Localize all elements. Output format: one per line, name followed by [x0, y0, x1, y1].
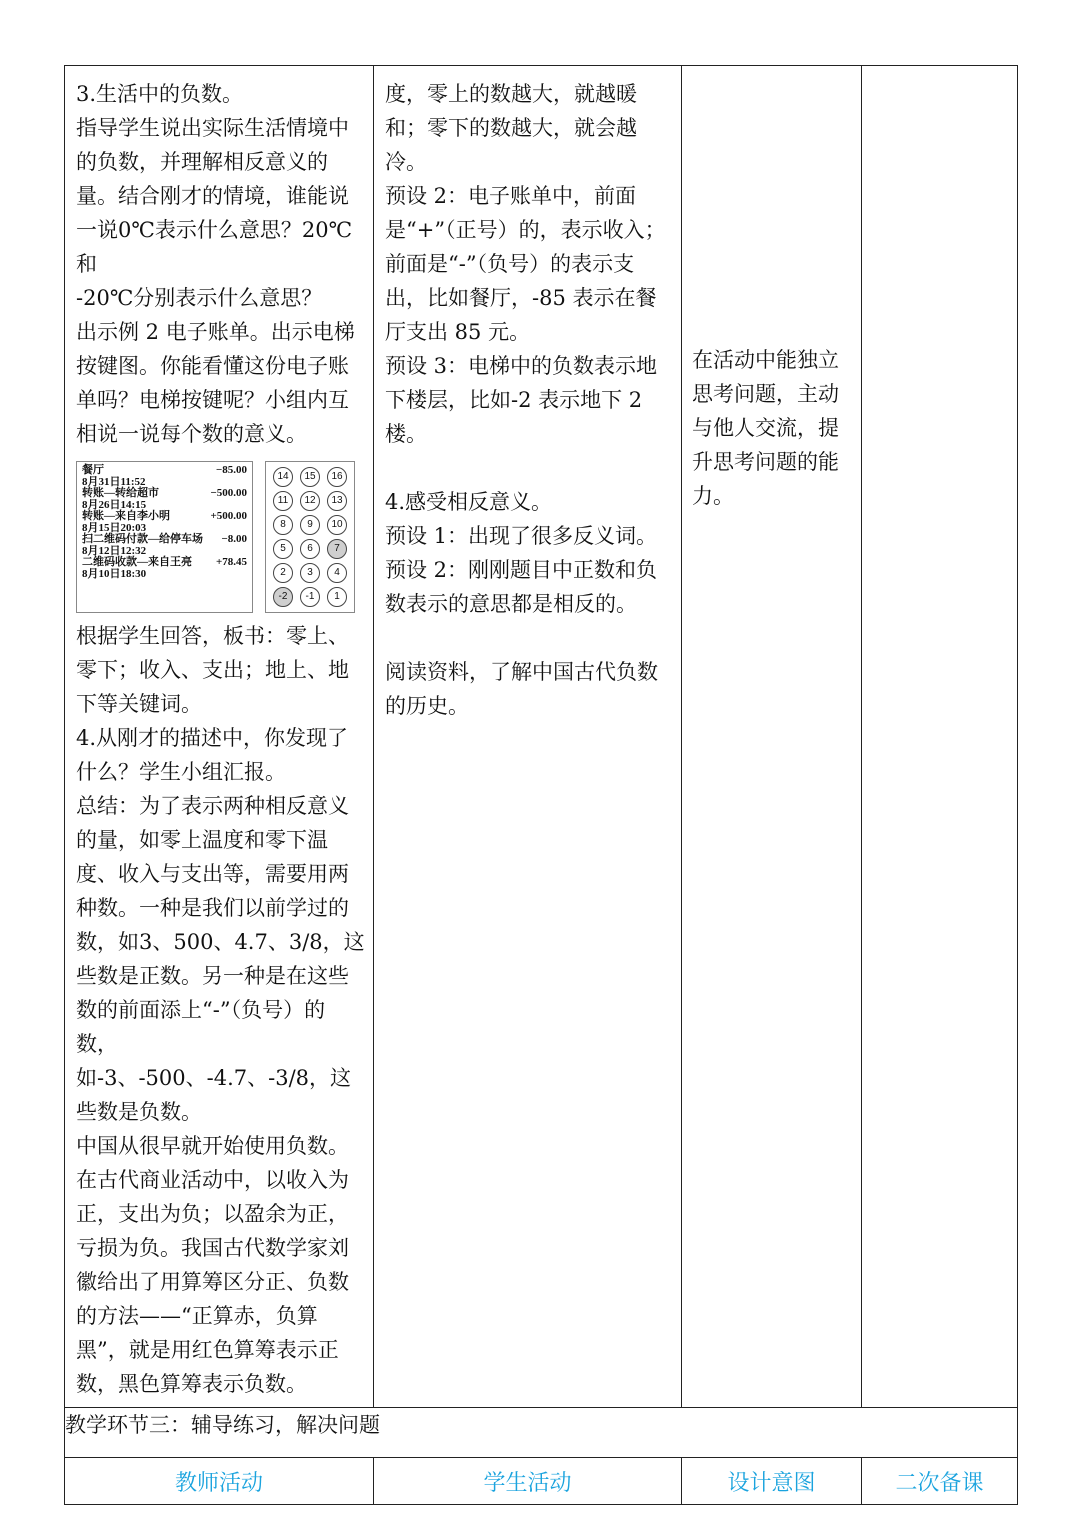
teacher-line: 总结：为了表示两种相反意义的量，如零上温度和零下温度、收入与支出等，需要用两种数。一种是我们以前学过的数，如3、500、4.7、3/8，这些数是正数。另一种是在这些数的前面添上“-”（负号）的数，如-3、-500、-4.7、-3/8，这些数是负数。 [76, 794, 365, 1124]
elevator-buttons-image [265, 461, 355, 613]
bill-entry [82, 488, 247, 511]
design-intent-text: 在活动中能独立思考问题，主动与他人交流，提升思考问题的能力。 [692, 348, 839, 508]
teacher-activity-cell [65, 66, 374, 1408]
bill-entry-date: 8月12日12:32 [82, 544, 147, 557]
section-title: 教学环节三：辅导练习，解决问题 [65, 1408, 1018, 1458]
elevator-button: 4 [327, 563, 347, 583]
student-line: 度，零上的数越大，就越暖和；零下的数越大，就会越冷。 [385, 82, 637, 174]
bill-entry-date: 8月26日14:15 [82, 498, 147, 511]
bill-entry-amount: +500.00 [210, 510, 247, 522]
bill-entry-date: 8月31日11:52 [82, 475, 146, 488]
second-prep-cell [862, 66, 1018, 1408]
elevator-button: -2 [273, 587, 293, 607]
student-line: 阅读资料，了解中国古代负数的历史。 [385, 660, 658, 718]
student-line: 预设 2：刚刚题目中正数和负数表示的意思都是相反的。 [385, 558, 658, 616]
elevator-button: 6 [300, 539, 320, 559]
elevator-button: 2 [273, 563, 293, 583]
section-row [65, 1408, 1018, 1458]
student-line: 4.感受相反意义。 [385, 490, 553, 514]
elevator-button: 8 [273, 515, 293, 535]
elevator-button: 1 [327, 587, 347, 607]
teacher-line: 根据学生回答，板书：零上、零下；收入、支出；地上、地下等关键词。 [76, 624, 349, 716]
elevator-button: -1 [300, 587, 320, 607]
bill-entry [82, 534, 247, 557]
bill-entry [82, 557, 247, 580]
student-line: 预设 3：电梯中的负数表示地下楼层，比如-2 表示地下 2 楼。 [385, 354, 658, 446]
teacher-line: -20℃分别表示什么意思？ [76, 286, 323, 310]
bill-entry-date: 8月15日20:03 [82, 521, 147, 534]
bill-entry [82, 511, 247, 534]
elevator-button: 14 [273, 467, 293, 487]
bill-entry-name: 扫二维码付款—给停车场 [82, 533, 203, 545]
teacher-line: 3.生活中的负数。 [76, 82, 244, 106]
bill-entry [82, 465, 247, 488]
elevator-button: 12 [300, 491, 320, 511]
header-student-activity: 学生活动 [374, 1458, 682, 1505]
bill-entry-date: 8月10日18:30 [82, 567, 147, 580]
student-line: 预设 1：出现了很多反义词。 [385, 524, 658, 548]
electronic-bill-image [76, 461, 253, 613]
student-line: 预设 2：电子账单中，前面是“+”（正号）的，表示收入；前面是“-”（负号）的表示支出，比如餐厅，-85 表示在餐厅支出 85 元。 [385, 184, 666, 344]
teacher-line: 指导学生说出实际生活情境中的负数，并理解相反意义的量。结合刚才的情境，谁能说一说0℃表示什么意思？20℃和 [76, 116, 353, 276]
teacher-line: 出示例 2 电子账单。出示电梯按键图。你能看懂这份电子账单吗？电梯按键呢？小组内互相说一说每个数的意义。 [76, 320, 355, 446]
example-figure [76, 461, 365, 613]
bill-entry-amount: −85.00 [215, 464, 247, 476]
elevator-button: 7 [327, 539, 347, 559]
teacher-line: 4.从刚才的描述中，你发现了什么？学生小组汇报。 [76, 726, 349, 784]
elevator-button: 11 [273, 491, 293, 511]
header-row [65, 1458, 1018, 1505]
student-activity-cell [374, 66, 682, 1408]
bill-entry-amount: +78.45 [215, 556, 247, 568]
elevator-button: 5 [273, 539, 293, 559]
elevator-button: 9 [300, 515, 320, 535]
bill-entry-amount: −8.00 [221, 533, 247, 545]
elevator-button: 16 [327, 467, 347, 487]
header-second-prep: 二次备课 [862, 1458, 1018, 1505]
lesson-plan-table [64, 65, 1018, 1505]
bill-entry-name: 转账—来自李小明 [82, 510, 170, 522]
bill-entry-name: 餐厅 [82, 464, 104, 476]
content-row [65, 66, 1018, 1408]
elevator-button: 3 [300, 563, 320, 583]
elevator-button: 13 [327, 491, 347, 511]
header-teacher-activity: 教师活动 [65, 1458, 374, 1505]
design-intent-cell [682, 66, 862, 1408]
teacher-line: 中国从很早就开始使用负数。在古代商业活动中，以收入为正，支出为负；以盈余为正，亏损为负。我国古代数学家刘徽给出了用算筹区分正、负数的方法——“正算赤，负算黑”，就是用红色算筹表示正数，黑色算筹表示负数。 [76, 1134, 349, 1396]
elevator-button: 10 [327, 515, 347, 535]
bill-entry-amount: −500.00 [210, 487, 247, 499]
bill-entry-name: 二维码收款—来自王亮 [82, 556, 192, 568]
elevator-button: 15 [300, 467, 320, 487]
header-design-intent: 设计意图 [682, 1458, 862, 1505]
bill-entry-name: 转账—转给超市 [82, 487, 159, 499]
